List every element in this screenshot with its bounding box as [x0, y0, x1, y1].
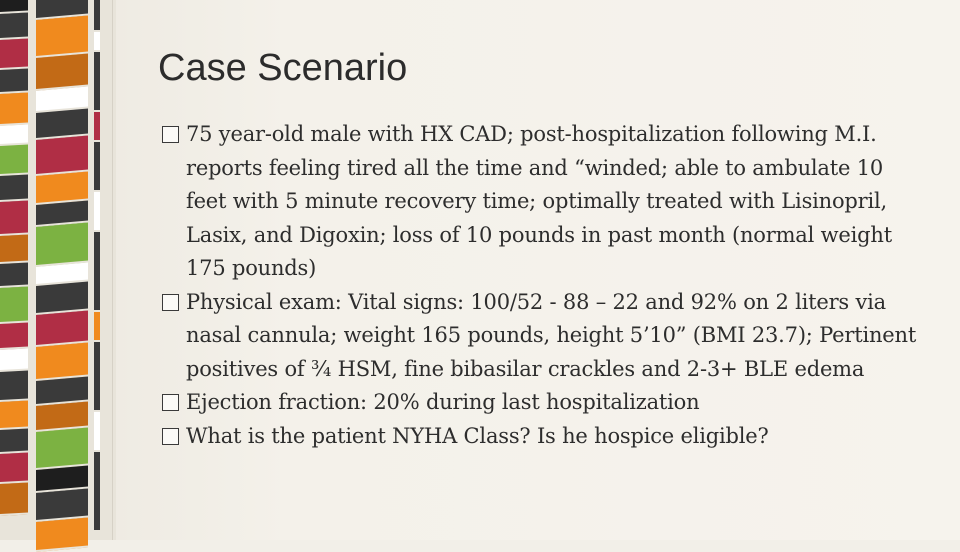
- stripe-segment: [36, 517, 88, 552]
- stripe-segment: [94, 452, 100, 532]
- decorative-stripe-bar: [0, 0, 116, 540]
- square-bullet-icon: [162, 126, 179, 143]
- bullet-item: [158, 286, 928, 387]
- stripe-segment: [0, 69, 28, 94]
- square-bullet-icon: [162, 428, 179, 445]
- stripe-segment: [0, 349, 28, 372]
- bullet-item: [158, 420, 928, 454]
- stripe-segment: [0, 453, 28, 484]
- bullet-text: What is the patient NYHA Class? Is he hospice eligible?: [186, 423, 769, 448]
- stripe-segment: [0, 263, 28, 288]
- stripe-segment: [0, 39, 28, 70]
- stripe-segment: [94, 342, 100, 412]
- stripe-segment: [94, 412, 100, 452]
- square-bullet-icon: [162, 394, 179, 411]
- stripe-segment: [94, 52, 100, 112]
- stripe-segment: [36, 342, 88, 381]
- stripe-segment: [0, 287, 28, 324]
- bullet-item: [158, 118, 928, 286]
- stripe-segment: [0, 145, 28, 176]
- stripe-segment: [94, 32, 100, 52]
- stripe-segment: [36, 282, 88, 315]
- stripe-segment: [36, 172, 88, 205]
- stripe-column-left: [0, 0, 28, 552]
- bullet-text: Physical exam: Vital signs: 100/52 - 88 – 22 and 92% on 2 liters via nasal cannula; weight 165 pounds, height 5’10” (BMI 23.7); Pertinent positives of ¾ HSM, fine bibasilar crackles and 2-3+ BLE edema: [186, 289, 917, 381]
- stripe-segment: [94, 312, 100, 342]
- stripe-segment: [94, 142, 100, 192]
- stripe-segment: [0, 13, 28, 40]
- stripe-segment: [0, 371, 28, 402]
- stripe-segment: [36, 310, 88, 347]
- stripe-segment: [0, 175, 28, 202]
- stripe-segment: [0, 201, 28, 236]
- slide-title: Case Scenario: [158, 47, 408, 89]
- bullet-text: Ejection fraction: 20% during last hospitalization: [186, 390, 700, 414]
- stripe-column-right: [94, 0, 100, 552]
- stripe-segment: [0, 401, 28, 430]
- stripe-segment: [36, 489, 88, 522]
- stripe-segment: [36, 16, 88, 58]
- stripe-segment: [94, 112, 100, 142]
- stripe-segment: [0, 429, 28, 454]
- bullet-item: [158, 386, 928, 420]
- stripe-segment: [94, 192, 100, 232]
- bullet-text: 75 year-old male with HX CAD; post-hospitalization following M.I. reports feeling tired all the time and “winded; able to ambulate 10 feet with 5 minute recovery time; optimally treated with Lisinopril, Lasix, and Digoxin; loss of 10 pounds in past month (normal weight 175 pounds): [186, 122, 892, 280]
- stripe-segment: [36, 428, 88, 470]
- stripe-segment: [36, 54, 88, 91]
- stripe-segment: [36, 223, 88, 267]
- stripe-segment: [0, 483, 28, 516]
- bullet-list: [158, 118, 928, 453]
- stripe-segment: [0, 323, 28, 350]
- square-bullet-icon: [162, 294, 179, 311]
- stripe-column-middle: [36, 0, 88, 552]
- stripe-segment: [94, 0, 100, 32]
- stripe-divider: [112, 0, 113, 540]
- stripe-segment: [36, 136, 88, 177]
- stripe-segment: [0, 93, 28, 126]
- stripe-segment: [94, 232, 100, 312]
- stripe-segment: [0, 235, 28, 264]
- stripe-segment: [0, 125, 28, 146]
